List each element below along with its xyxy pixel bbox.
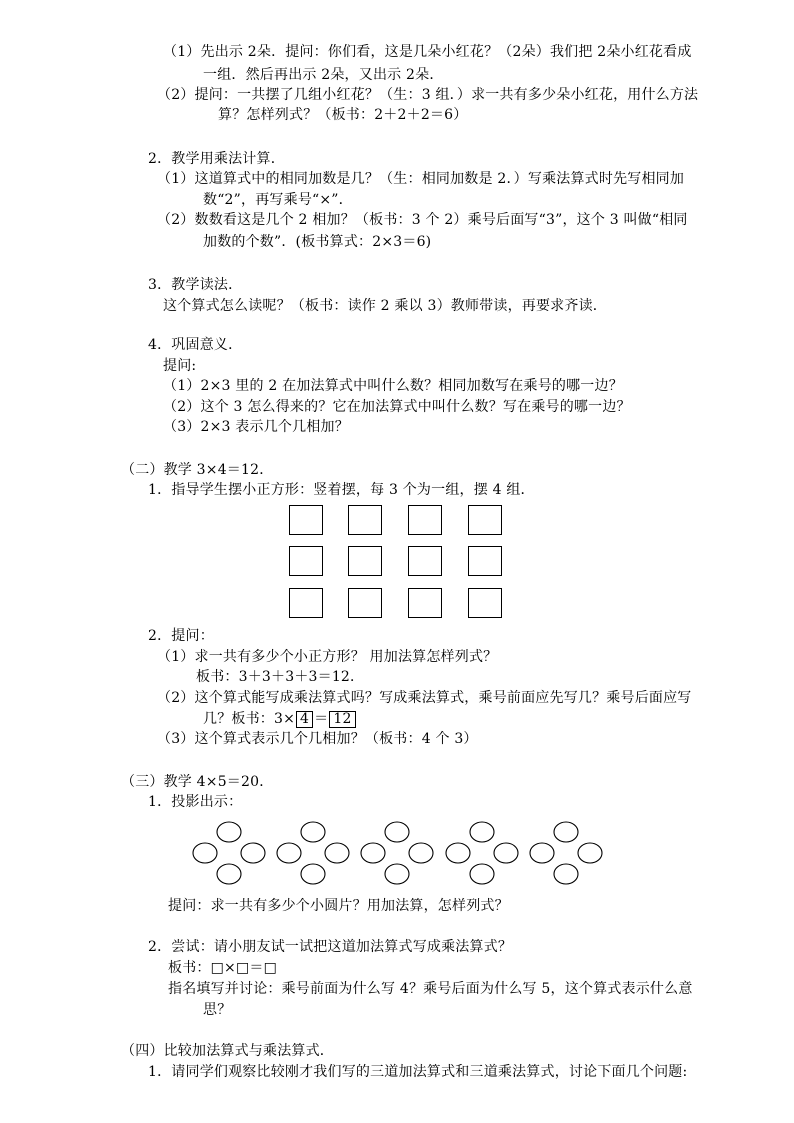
part-b-step-1: 1．指导学生摆小正方形：竖着摆，每 3 个为一组，摆 4 组． xyxy=(148,482,535,498)
circle xyxy=(193,843,217,863)
part-b-item-2-line-1: （2）这个算式能写成乘法算式吗？写成乘法算式，乘号前面应先写几？乘号后面应写 xyxy=(157,690,692,706)
part-d-step-1: 1．请同学们观察比较刚才我们写的三道加法算式和三道乘法算式，讨论下面几个问题: xyxy=(148,1064,688,1080)
question-2-line-2: 算？怎样列式？（板书：2＋2＋2＝6） xyxy=(218,107,468,123)
part-d-heading: （四）比较加法算式与乘法算式． xyxy=(121,1043,334,1059)
circle xyxy=(446,843,470,863)
section-4-item-3: （3）2×3 表示几个几相加？ xyxy=(163,419,349,435)
part-c-board: 板书：□×□＝□ xyxy=(168,960,278,976)
question-1-line-1: （1）先出示 2朵．提问：你们看，这是几朵小红花？（2朵）我们把 2朵小红花看成 xyxy=(163,44,692,60)
circle xyxy=(494,843,518,863)
circle xyxy=(301,864,325,884)
section-2-item-2-line-2: 加数的个数”．(板书算式：2×3＝6) xyxy=(203,234,432,250)
circle xyxy=(470,864,494,884)
part-c-heading: （三）教学 4×5＝20． xyxy=(121,774,274,790)
answer-box-12: 12 xyxy=(329,711,355,728)
part-c-ask: 提问：求一共有多少个小圆片？用加法算，怎样列式？ xyxy=(168,898,509,914)
section-3-title: 3．教学读法． xyxy=(148,277,243,293)
circle xyxy=(241,843,265,863)
section-2-item-1-line-2: 数“2”，再写乘号“×”． xyxy=(203,192,353,208)
part-b-item-3: （3）这个算式表示几个几相加？（板书：4 个 3） xyxy=(157,731,478,747)
section-4-ask: 提问: xyxy=(163,358,197,374)
circle xyxy=(301,822,325,842)
circle xyxy=(578,843,602,863)
circle xyxy=(554,864,578,884)
part-c-step-2: 2．尝试：请小朋友试一试把这道加法算式写成乘法算式？ xyxy=(148,939,513,955)
equals-sign: ＝ xyxy=(314,711,329,727)
circle xyxy=(277,843,301,863)
section-2-item-1-line-1: （1）这道算式中的相同加数是几？（生：相同加数是 2．）写乘法算式时先写相同加 xyxy=(157,171,685,187)
part-c-step-1: 1．投影出示： xyxy=(148,794,243,810)
part-b-heading: （二）教学 3×4＝12． xyxy=(121,462,274,478)
circle xyxy=(361,843,385,863)
part-b-step-2: 2．提问： xyxy=(148,628,214,644)
circle xyxy=(530,843,554,863)
part-b-item-1-board: 板书：3＋3＋3＋3＝12． xyxy=(196,669,365,685)
question-2-line-1: （2）提问：一共摆了几组小红花？（生：3 组．）求一共有多少朵小红花，用什么方法 xyxy=(157,87,699,103)
circle xyxy=(554,822,578,842)
circle xyxy=(385,822,409,842)
section-2-item-2-line-1: （2）数数看这是几个 2 相加？（板书：3 个 2）乘号后面写“3”，这个 3 叫做“相同 xyxy=(157,212,688,228)
section-4-item-2: （2）这个 3 怎么得来的？它在加法算式中叫什么数？写在乘号的哪一边？ xyxy=(163,399,631,415)
circle xyxy=(217,822,241,842)
part-c-discussion-line-2: 思？ xyxy=(203,1002,232,1018)
circle xyxy=(217,864,241,884)
section-3-line: 这个算式怎么读呢？（板书：读作 2 乘以 3）教师带读，再要求齐读． xyxy=(163,298,607,314)
section-2-title: 2．教学用乘法计算． xyxy=(148,151,285,167)
part-b-item-1: （1）求一共有多少个小正方形？ 用加法算怎样列式？ xyxy=(157,649,498,665)
answer-box-4: 4 xyxy=(296,711,313,728)
question-1-line-2: 一组．然后再出示 2朵，又出示 2朵． xyxy=(203,67,444,83)
section-4-item-1: （1）2×3 里的 2 在加法算式中叫什么数？相同加数写在乘号的哪一边？ xyxy=(163,378,623,394)
circle xyxy=(385,864,409,884)
board-prefix: 几？板书：3× xyxy=(203,711,296,727)
circle xyxy=(409,843,433,863)
part-c-discussion-line-1: 指名填写并讨论：乘号前面为什么写 4？乘号后面为什么写 5，这个算式表示什么意 xyxy=(168,981,693,997)
circle xyxy=(470,822,494,842)
section-4-title: 4．巩固意义． xyxy=(148,337,243,353)
circle xyxy=(325,843,349,863)
